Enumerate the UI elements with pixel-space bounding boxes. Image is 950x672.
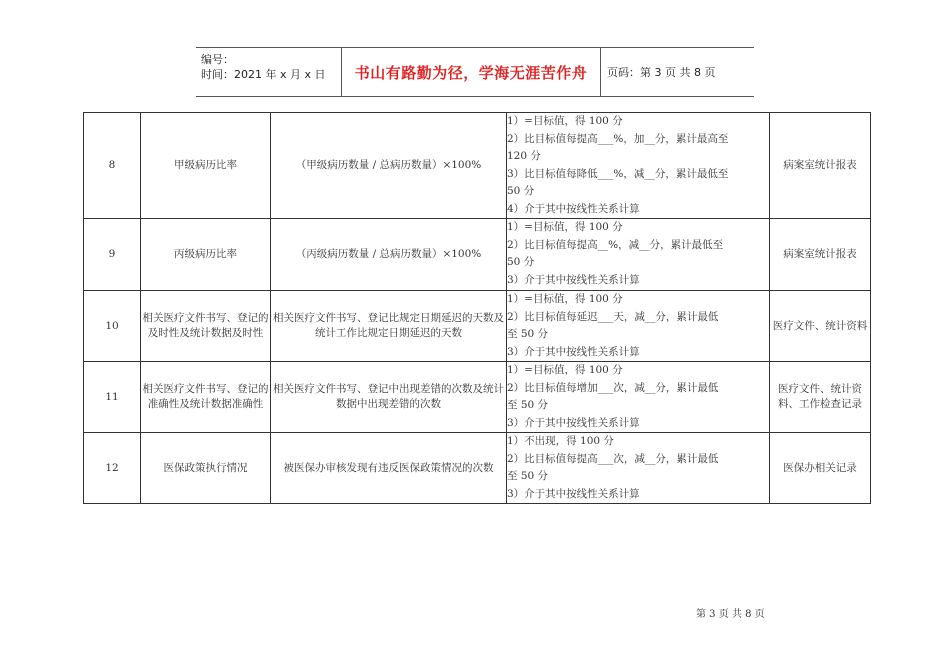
rule-line: 3）介于其中按线性关系计算: [507, 345, 640, 358]
rule-line: 3）比目标值每降低___%，减__分，累计最低至: [507, 167, 729, 180]
data-source: 医保办相关记录: [770, 433, 871, 504]
header-right-cell: [601, 48, 754, 96]
header-center-cell: [342, 48, 601, 96]
table-row: [84, 433, 871, 504]
data-source: 医疗文件、统计资料: [770, 291, 871, 362]
indicator-formula: 相关医疗文件书写、登记中出现差错的次数及统计数据中出现差错的次数: [271, 362, 507, 433]
indicator-formula: （丙级病历数量 / 总病历数量）×100%: [271, 219, 507, 291]
indicator-name: 相关医疗文件书写、登记的及时性及统计数据及时性: [141, 291, 271, 362]
rule-line: 2）比目标值每提高___次，减__分，累计最低: [507, 452, 719, 465]
indicator-name: 医保政策执行情况: [141, 433, 271, 504]
row-index: 9: [84, 219, 141, 291]
data-source: 病案室统计报表: [770, 113, 871, 219]
table-row: [84, 291, 871, 362]
row-index: 8: [84, 113, 141, 219]
header-left-cell: [196, 48, 342, 96]
time-label: 时间：2021 年 x 月 x 日: [201, 68, 326, 81]
row-index: 10: [84, 291, 141, 362]
rule-line: 4）介于其中按线性关系计算: [507, 202, 640, 215]
rule-line: 至 50 分: [507, 328, 549, 340]
rule-line: 3）介于其中按线性关系计算: [507, 273, 640, 286]
rule-line: 120 分: [507, 150, 541, 162]
rule-line: 2）比目标值每增加___次，减__分，累计最低: [507, 381, 719, 394]
indicator-formula: （甲级病历数量 / 总病历数量）×100%: [271, 113, 507, 219]
indicator-name: 相关医疗文件书写、登记的准确性及统计数据准确性: [141, 362, 271, 433]
scoring-rules: [507, 362, 770, 433]
scoring-rules: [507, 219, 770, 291]
data-source: 医疗文件、统计资料、工作检查记录: [770, 362, 871, 433]
rule-line: 1）=目标值，得 100 分: [507, 115, 623, 127]
page-footer: 第 3 页 共 8 页: [696, 609, 765, 620]
page-label: 页码：第 3 页 共 8 页: [607, 66, 716, 79]
row-index: 11: [84, 362, 141, 433]
rule-line: 50 分: [507, 256, 535, 268]
indicator-name: 甲级病历比率: [141, 113, 271, 219]
data-source: 病案室统计报表: [770, 219, 871, 291]
indicator-formula: 相关医疗文件书写、登记比规定日期延迟的天数及统计工作比规定日期延迟的天数: [271, 291, 507, 362]
rule-line: 3）介于其中按线性关系计算: [507, 487, 640, 500]
indicator-name: 丙级病历比率: [141, 219, 271, 291]
rule-line: 至 50 分: [507, 399, 549, 411]
row-index: 12: [84, 433, 141, 504]
table-row: [84, 219, 871, 291]
rule-line: 2）比目标值每提高___%，加__分，累计最高至: [507, 132, 729, 145]
rule-line: 至 50 分: [507, 470, 549, 482]
number-label: 编号：: [201, 53, 234, 66]
table-row: [84, 362, 871, 433]
rule-line: 1）=目标值，得 100 分: [507, 364, 623, 376]
rule-line: 2）比目标值每提高__%，减__分，累计最低至: [507, 238, 724, 251]
indicator-table: [83, 112, 871, 504]
rule-line: 1）不出现，得 100 分: [507, 435, 614, 447]
scoring-rules: [507, 433, 770, 504]
indicator-formula: 被医保办审核发现有违反医保政策情况的次数: [271, 433, 507, 504]
rule-line: 50 分: [507, 185, 535, 197]
table-row: [84, 113, 871, 219]
rule-line: 3）介于其中按线性关系计算: [507, 416, 640, 429]
rule-line: 1）=目标值，得 100 分: [507, 293, 623, 305]
page-header: [196, 47, 754, 97]
scoring-rules: [507, 291, 770, 362]
rule-line: 2）比目标值每延迟___天，减__分，累计最低: [507, 310, 719, 323]
rule-line: 1）=目标值，得 100 分: [507, 221, 623, 233]
scoring-rules: [507, 113, 770, 219]
motto: 书山有路勤为径，学海无涯苦作舟: [354, 63, 588, 82]
